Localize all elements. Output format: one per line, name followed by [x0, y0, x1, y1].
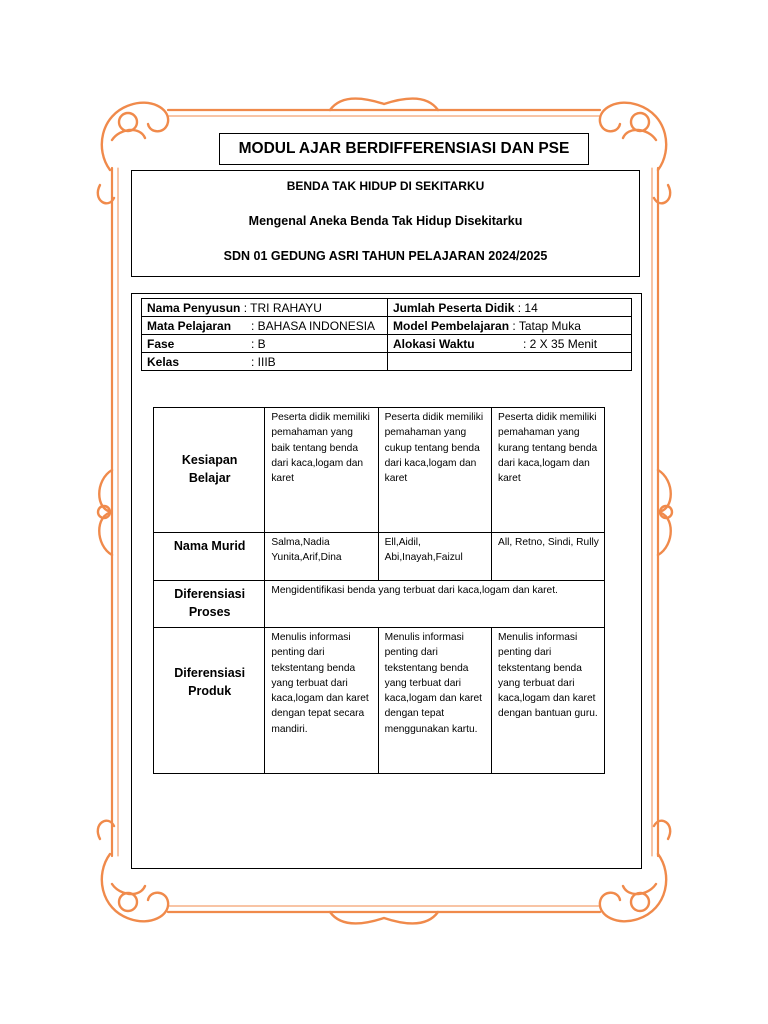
table-row — [142, 335, 632, 353]
table-row — [154, 628, 605, 774]
alokasi-value: : 2 X 35 Menit — [523, 336, 598, 351]
proses-value: Mengidentifikasi benda yang terbuat dari kaca,logam dan karet. — [265, 581, 605, 628]
kesiapan-label: Kesiapan Belajar — [154, 408, 265, 533]
mapel-cell — [142, 317, 388, 335]
produk-label: Diferensiasi Produk — [154, 628, 265, 774]
alokasi-label: Alokasi Waktu — [393, 336, 475, 351]
penyusun-cell — [142, 299, 388, 317]
right-flourish — [658, 470, 672, 555]
left-flourish — [98, 470, 112, 555]
table-row — [142, 353, 632, 371]
subtitle-heading: Mengenal Aneka Benda Tak Hidup Disekitarku — [248, 214, 523, 228]
jumlah-cell — [388, 299, 632, 317]
mapel-label: Mata Pelajaran — [147, 318, 232, 333]
topic-heading: BENDA TAK HIDUP DI SEKITARKU — [286, 179, 485, 193]
kelas-label: Kelas — [147, 354, 180, 369]
header-box — [131, 170, 640, 277]
fase-value: : B — [251, 336, 266, 351]
bottom-flourish — [330, 912, 438, 923]
murid-col-2: Ell,Aidil, Abi,Inayah,Faizul — [378, 533, 491, 581]
table-row — [154, 581, 605, 628]
table-row — [154, 533, 605, 581]
table-row — [142, 299, 632, 317]
produk-col-2: Menulis informasi penting dari tekstentang benda yang terbuat dari kaca,logam dan karet dengan tepat menggunakan kartu. — [378, 628, 491, 774]
murid-col-3: All, Retno, Sindi, Rully — [492, 533, 605, 581]
penyusun-value: : TRI RAHAYU — [240, 300, 322, 315]
murid-col-1: Salma,Nadia Yunita,Arif,Dina — [265, 533, 378, 581]
model-label: Model Pembelajaran — [393, 318, 510, 333]
kesiapan-col-1: Peserta didik memiliki pemahaman yang baik tentang benda dari kaca,logam dan karet — [265, 408, 378, 533]
produk-col-1: Menulis informasi penting dari tekstentang benda yang terbuat dari kaca,logam dan karet dengan tepat secara mandiri. — [265, 628, 378, 774]
mapel-value: : BAHASA INDONESIA — [251, 318, 376, 333]
murid-label: Nama Murid — [154, 533, 265, 581]
fase-cell — [142, 335, 388, 353]
produk-col-3: Menulis informasi penting dari tekstentang benda yang terbuat dari kaca,logam dan karet dengan bantuan guru. — [492, 628, 605, 774]
top-flourish — [330, 99, 438, 110]
document-title: MODUL AJAR BERDIFFERENSIASI DAN PSE — [219, 133, 589, 165]
table-row — [142, 317, 632, 335]
kelas-cell — [142, 353, 388, 371]
table-row — [154, 408, 605, 533]
kelas-value: : IIIB — [251, 354, 276, 369]
empty-cell — [388, 353, 632, 371]
model-value: : Tatap Muka — [509, 318, 581, 333]
model-cell — [388, 317, 632, 335]
penyusun-label: Nama Penyusun — [147, 300, 241, 315]
kesiapan-col-2: Peserta didik memiliki pemahaman yang cukup tentang benda dari kaca,logam dan karet — [378, 408, 491, 533]
identity-table — [141, 298, 632, 371]
school-heading: SDN 01 GEDUNG ASRI TAHUN PELAJARAN 2024/2025 — [223, 249, 548, 263]
kesiapan-col-3: Peserta didik memiliki pemahaman yang kurang tentang benda dari kaca,logam dan karet — [492, 408, 605, 533]
jumlah-label: Jumlah Peserta Didik — [393, 300, 515, 315]
differentiation-table — [153, 407, 605, 774]
proses-label: Diferensiasi Proses — [154, 581, 265, 628]
fase-label: Fase — [147, 336, 175, 351]
jumlah-value: : 14 — [514, 300, 538, 315]
alokasi-cell — [388, 335, 632, 353]
